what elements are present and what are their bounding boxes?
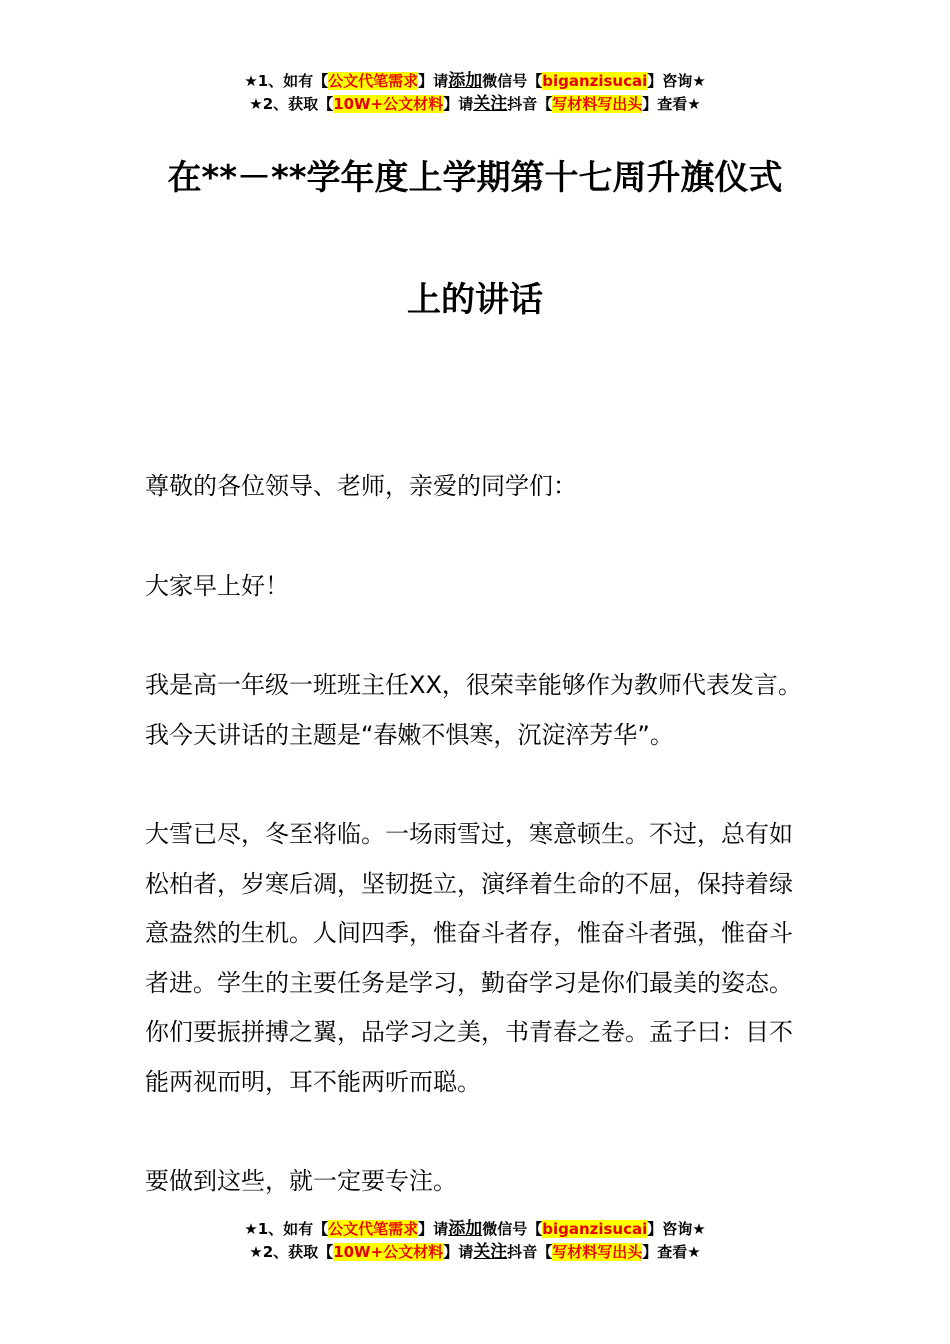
promo-text: 】咨询★ xyxy=(647,1220,706,1238)
promo-text: 】咨询★ xyxy=(647,72,706,90)
promo-text: 微信号【 xyxy=(482,72,543,90)
promo-text: ★1、如有【 xyxy=(244,1220,329,1238)
promo-wechat-id: biganzisucai xyxy=(542,72,648,90)
promo-header xyxy=(0,70,950,116)
promo-line-2 xyxy=(0,1241,950,1264)
promo-line-2 xyxy=(0,93,950,116)
promo-text: 】请 xyxy=(443,95,474,113)
promo-text: 】请 xyxy=(418,1220,449,1238)
promo-emphasis: 关注 xyxy=(473,94,508,114)
promo-douyin-name: 写材料写出头 xyxy=(552,1243,643,1261)
intro-paragraph: 我是高一年级一班班主任XX，很荣幸能够作为教师代表发言。我今天讲话的主题是“春嫩不惧寒，沉淀淬芳华”。 xyxy=(145,671,802,749)
body-paragraph: 大雪已尽，冬至将临。一场雨雪过，寒意顿生。不过，总有如松柏者，岁寒后凋，坚韧挺立，演绎着生命的不屈，保持着绿意盎然的生机。人间四季，惟奋斗者存，惟奋斗者强，惟奋斗者进。学生的主要任务是学习，勤奋学习是你们最美的姿态。你们要振拼搏之翼，品学习之美，书青春之卷。孟子曰：目不能两视而明，耳不能两听而聪。 xyxy=(145,820,793,1096)
promo-highlight: 公文代笔需求 xyxy=(328,1220,419,1238)
promo-text: ★1、如有【 xyxy=(244,72,329,90)
promo-wechat-id: biganzisucai xyxy=(542,1220,648,1238)
promo-text: 抖音【 xyxy=(507,1243,553,1261)
promo-text: ★2、获取【 xyxy=(249,95,334,113)
greeting-paragraph: 大家早上好！ xyxy=(145,571,289,600)
promo-text: 微信号【 xyxy=(482,1220,543,1238)
body-paragraph: 要做到这些，就一定要专注。 xyxy=(145,1167,457,1195)
promo-text: 】查看★ xyxy=(642,95,701,113)
promo-emphasis: 添加 xyxy=(448,71,483,91)
promo-text: 抖音【 xyxy=(507,95,553,113)
promo-line-1 xyxy=(0,70,950,93)
promo-highlight: 公文代笔需求 xyxy=(328,72,419,90)
promo-highlight: 10W+公文材料 xyxy=(333,95,444,113)
promo-douyin-name: 写材料写出头 xyxy=(552,95,643,113)
promo-line-1 xyxy=(0,1218,950,1241)
promo-text: ★2、获取【 xyxy=(249,1243,334,1261)
promo-emphasis: 关注 xyxy=(473,1242,508,1262)
document-title-line-1: 在**－**学年度上学期第十七周升旗仪式 xyxy=(167,158,783,198)
promo-text: 】查看★ xyxy=(642,1243,701,1261)
document-body xyxy=(145,462,810,1257)
salutation-paragraph: 尊敬的各位领导、老师，亲爱的同学们： xyxy=(145,472,577,500)
promo-footer xyxy=(0,1218,950,1264)
document-title-line-2: 上的讲话 xyxy=(407,280,543,320)
promo-text: 】请 xyxy=(443,1243,474,1261)
promo-highlight: 10W+公文材料 xyxy=(333,1243,444,1261)
promo-emphasis: 添加 xyxy=(448,1219,483,1239)
promo-text: 】请 xyxy=(418,72,449,90)
